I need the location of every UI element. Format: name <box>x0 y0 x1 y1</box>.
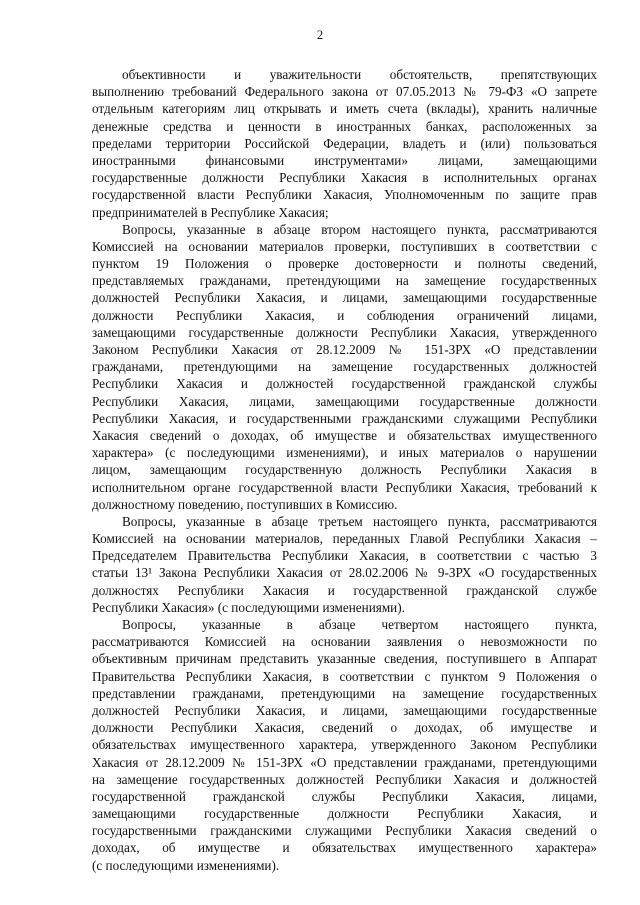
text-line: Хакасия от 28.12.2009 № 151-ЗРХ «О представлении гражданами, претендующими <box>92 754 597 770</box>
text-line: должности Республики Хакасия, сведений о доходах, об имуществе и <box>92 720 597 736</box>
text-line: должностей Республики Хакасия, и лицами, замещающими государственные <box>92 290 597 306</box>
text-line: отдельным категориям лиц открывать и иметь счета (вклады), хранить наличные <box>92 101 597 117</box>
text-line: лицом, замещающим государственную должность Республики Хакасия в <box>92 462 597 478</box>
page-number: 2 <box>316 28 324 42</box>
text-line: представлении гражданами, претендующими на замещение государственных <box>92 685 597 701</box>
text-line: (с последующими изменениями). <box>92 857 280 873</box>
text-line: пределами территории Российской Федерации, владеть и (или) пользоваться <box>92 135 597 151</box>
text-line: замещающими государственные должности Республики Хакасия, утвержденного <box>92 324 597 340</box>
text-line: должностному поведению, поступивших в Комиссию. <box>92 496 398 512</box>
text-line: должностях Республики Хакасия и государственной гражданской службе <box>92 582 597 598</box>
text-line: государственной власти Республики Хакасия, Уполномоченным по защите прав <box>92 187 597 203</box>
text-line: Комиссией на основании материалов проверки, поступивших в соответствии с <box>92 238 597 254</box>
text-line: должностей Республики Хакасия, и лицами, замещающими государственные <box>92 702 597 718</box>
text-line: Республики Хакасия и должностей государственной гражданской службы <box>92 376 597 392</box>
text-line: государственными гражданскими служащими Республики Хакасия сведений о <box>92 823 597 839</box>
text-line: должности Республики Хакасия, и соблюдения ограничений лицами, <box>92 307 597 323</box>
text-line: выполнению требований Федерального закона от 07.05.2013 № 79-ФЗ «О запрете <box>92 84 597 100</box>
text-line: объективным причинам представить указанные сведения, поступившего в Аппарат <box>92 651 597 667</box>
text-line: обязательствах имущественного характера, утвержденного Законом Республики <box>92 737 597 753</box>
text-line: объективности и уважительности обстоятельств, препятствующих <box>122 67 597 82</box>
text-line: денежные средства и ценности в иностранных банках, расположенных за <box>92 118 597 134</box>
text-line: Республики Хакасия, и государственными гражданскими служащими Республики <box>92 410 597 426</box>
text-line: Председателем Правительства Республики Хакасия, в соответствии с частью 3 <box>92 548 597 564</box>
text-line: Вопросы, указанные в абзаце четвертом настоящего пункта, <box>122 617 597 632</box>
text-line: пунктом 19 Положения о проверке достоверности и полноты сведений, <box>92 256 597 272</box>
text-line: представляемых гражданами, претендующими на замещение государственных <box>92 273 597 289</box>
text-line: Правительства Республики Хакасия, в соответствии с пунктом 9 Положения о <box>92 668 597 684</box>
text-line: характера» (с последующими изменениями), и иных материалов о нарушении <box>92 445 597 461</box>
text-line: замещающими государственные должности Республики Хакасия, и <box>92 806 597 822</box>
text-line: статьи 13¹ Закона Республики Хакасия от 28.02.2006 № 9-ЗРХ «О государственных <box>92 565 597 581</box>
text-line: предпринимателей в Республике Хакасия; <box>92 204 329 220</box>
text-line: исполнительном органе государственной власти Республики Хакасия, требований к <box>92 479 597 495</box>
text-line: Комиссией на основании материалов, переданных Главой Республики Хакасия – <box>92 531 597 547</box>
text-line: рассматриваются Комиссией на основании заявления о невозможности по <box>92 634 597 650</box>
text-line: иностранными финансовыми инструментами» лицами, замещающими <box>92 152 597 168</box>
text-line: государственной гражданской службы Республики Хакасия, лицами, <box>92 788 597 804</box>
text-line: Вопросы, указанные в абзаце третьем настоящего пункта, рассматриваются <box>122 513 597 529</box>
text-line: Хакасия сведений о доходах, об имуществе и обязательствах имущественного <box>92 427 597 443</box>
text-line: государственные должности Республики Хакасия в исполнительных органах <box>92 170 597 186</box>
text-line: Вопросы, указанные в абзаце втором настоящего пункта, рассматриваются <box>122 221 597 237</box>
text-line: Законом Республики Хакасия от 28.12.2009 № 151-ЗРХ «О представлении <box>92 342 597 357</box>
text-line: на замещение государственных должностей Республики Хакасия и должностей <box>92 771 597 787</box>
document-body <box>92 66 597 874</box>
text-line: Республики Хакасия» (с последующими изменениями). <box>92 599 405 615</box>
text-line: Республики Хакасия, лицами, замещающими государственные должности <box>92 393 597 409</box>
text-line: гражданами, претендующими на замещение государственных должностей <box>92 359 597 375</box>
text-line: доходах, об имуществе и обязательствах имущественного характера» <box>92 840 597 856</box>
